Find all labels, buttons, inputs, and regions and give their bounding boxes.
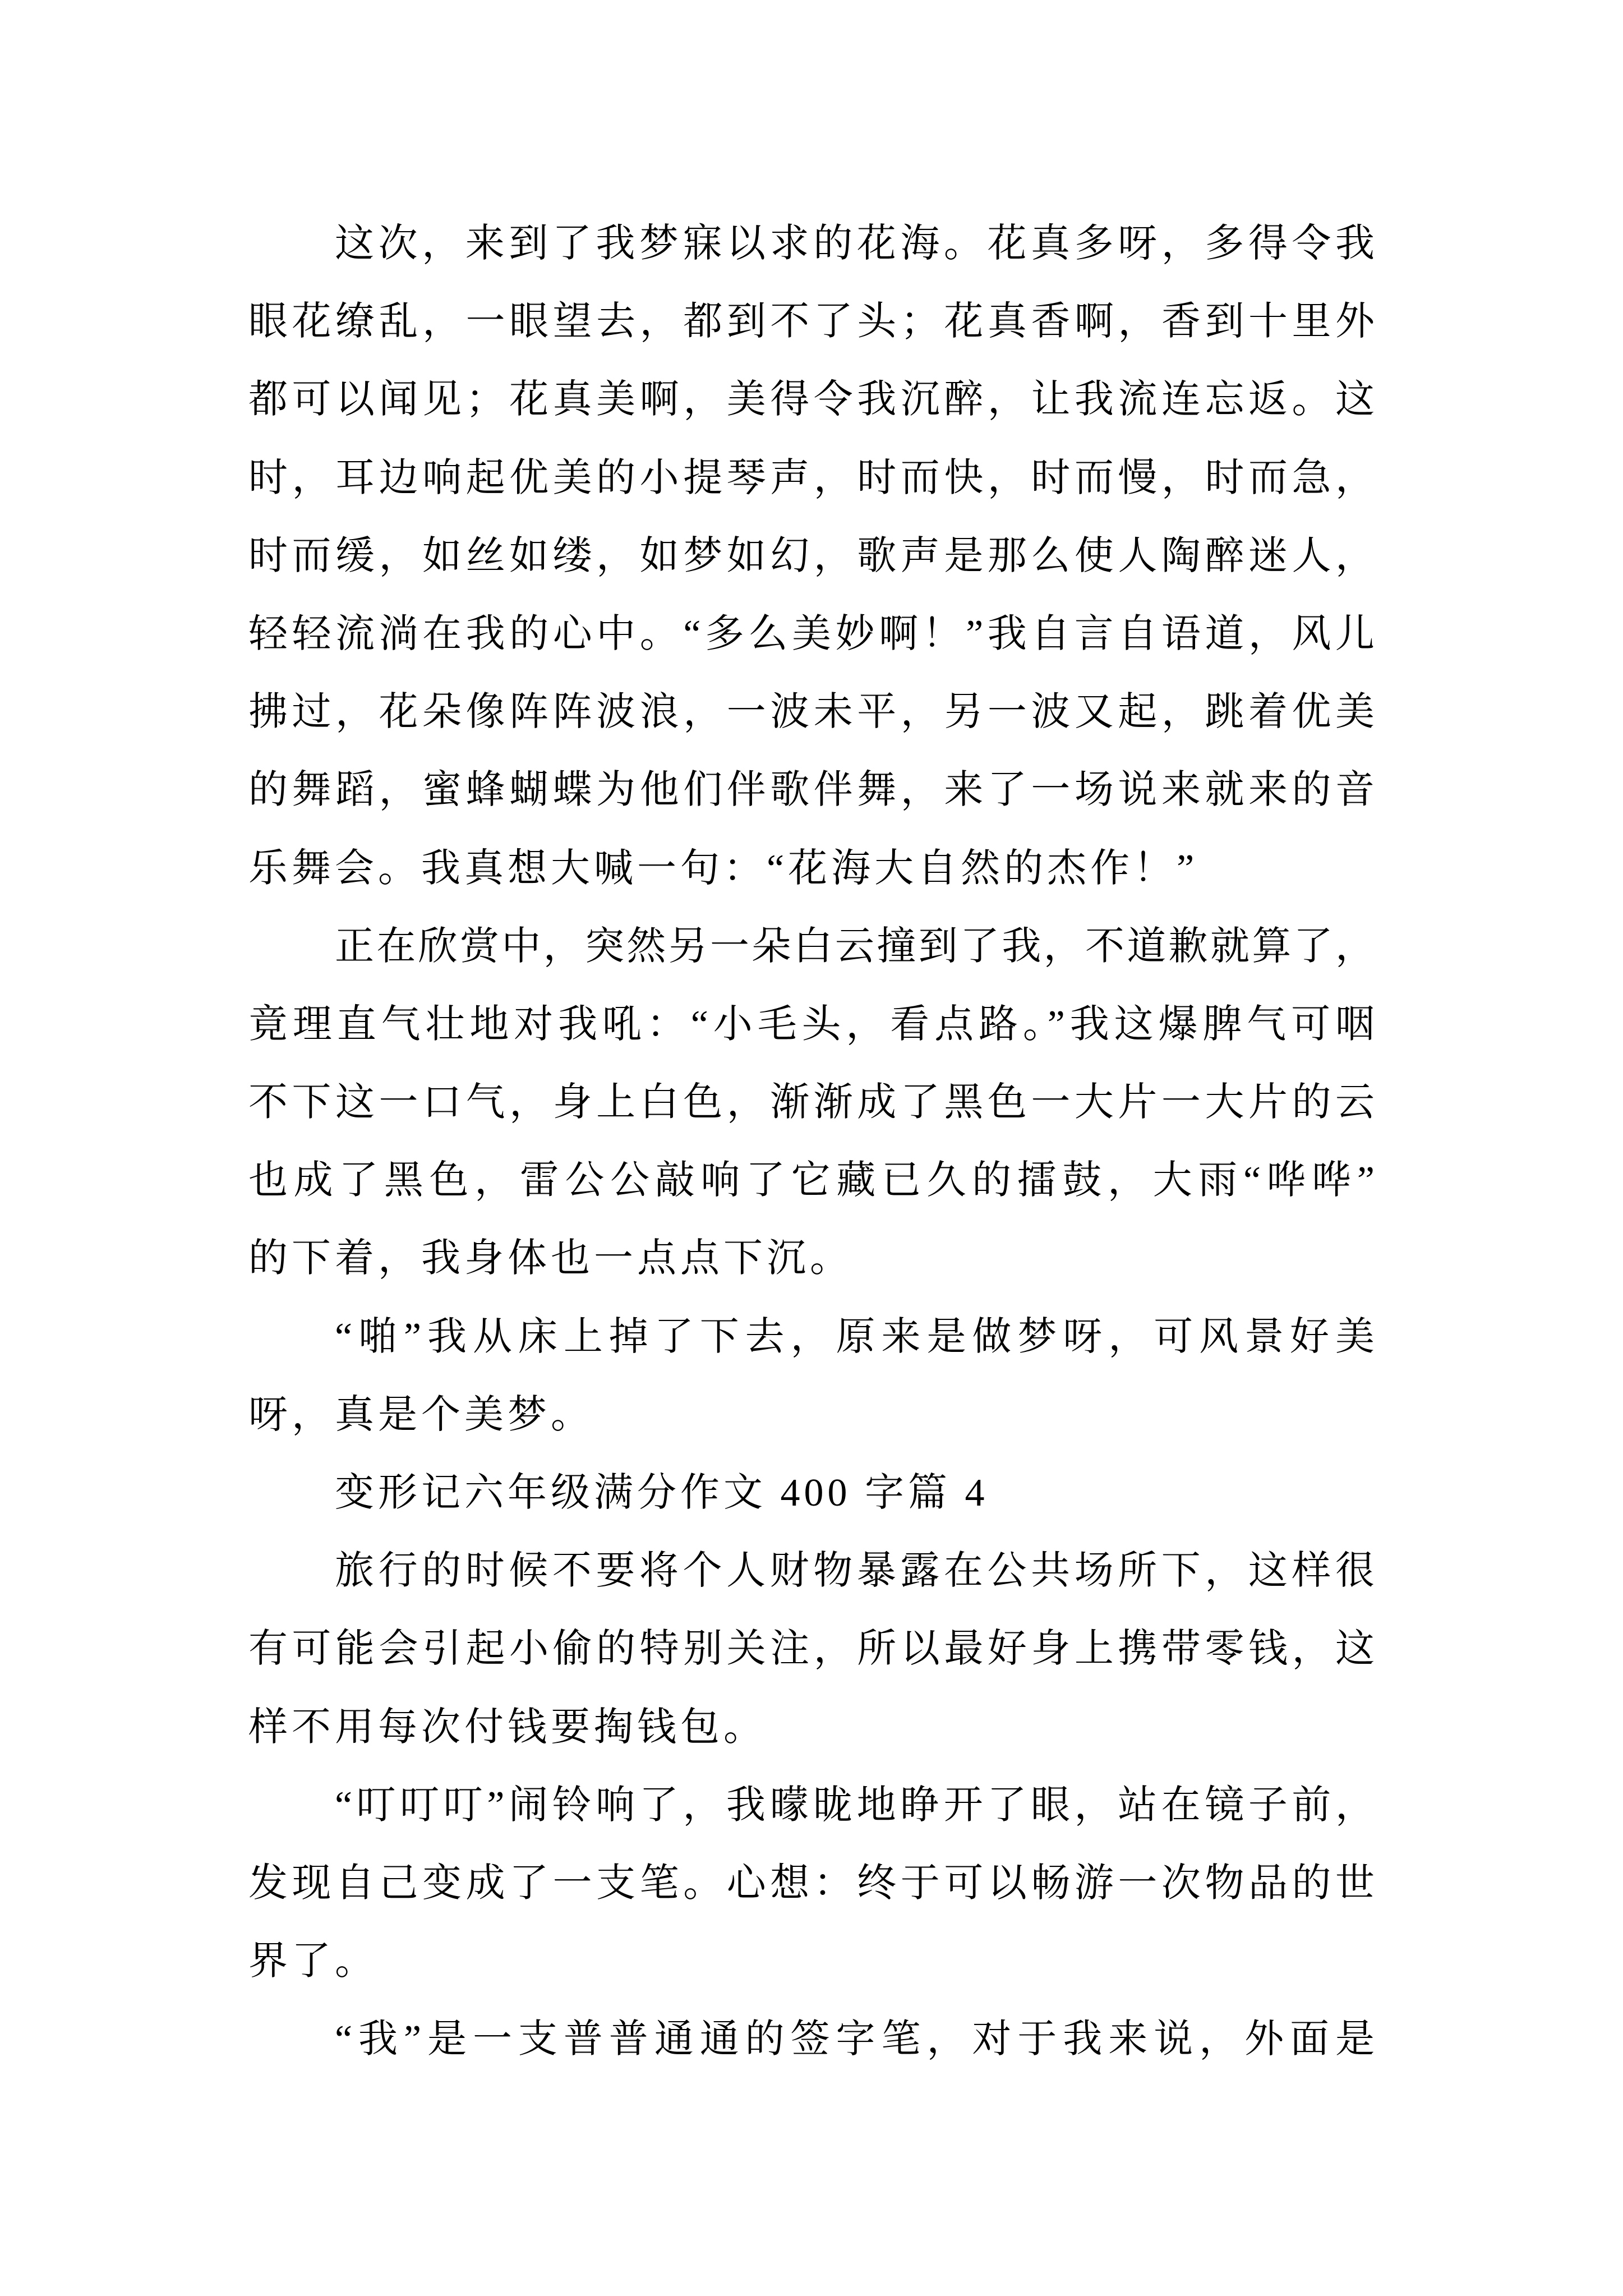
text-line: 时而缓，如丝如缕，如梦如幻，歌声是那么使人陶醉迷人，: [248, 534, 1375, 578]
text-line: 眼花缭乱，一眼望去，都到不了头；花真香啊，香到十里外: [248, 300, 1375, 344]
text-line: 的下着，我身体也一点点下沉。: [248, 1237, 853, 1281]
paragraph: [248, 2000, 1375, 2078]
paragraph: [248, 908, 1375, 1298]
text-line: 也成了黑色，雷公公敲响了它藏已久的擂鼓，大雨“哗哗”: [248, 1159, 1375, 1203]
text-line: “啪”我从床上掉了下去，原来是做梦呀，可风景好美: [335, 1315, 1375, 1359]
text-line: 竟理直气壮地对我吼：“小毛头，看点路。”我这爆脾气可咽: [248, 1002, 1375, 1046]
text-line: 拂过，花朵像阵阵波浪，一波未平，另一波又起，跳着优美: [248, 691, 1375, 734]
text-line: “叮叮叮”闹铃响了，我曚昽地睁开了眼，站在镜子前，: [335, 1783, 1375, 1827]
paragraph: [248, 1766, 1375, 2001]
text-line: 乐舞会。我真想大喊一句：“花海大自然的杰作！”: [248, 846, 1198, 890]
text-line: 都可以闻见；花真美啊，美得令我沉醉，让我流连忘返。这: [248, 378, 1375, 422]
text-line: 旅行的时候不要将个人财物暴露在公共场所下，这样很: [335, 1549, 1375, 1593]
text-line: 这次，来到了我梦寐以求的花海。花真多呀，多得令我: [335, 222, 1375, 265]
document-body: [248, 205, 1375, 2079]
paragraph: [248, 205, 1375, 908]
text-line: 界了。: [248, 1940, 378, 1984]
section-heading: 变形记六年级满分作文 400 字篇 4: [335, 1471, 989, 1515]
text-line: 呀，真是个美梦。: [248, 1393, 594, 1437]
paragraph: [248, 1532, 1375, 1766]
paragraph: [248, 1298, 1375, 1454]
text-line: 有可能会引起小偷的特别关注，所以最好身上携带零钱，这: [248, 1627, 1375, 1671]
text-line: 不下这一口气，身上白色，渐渐成了黑色一大片一大片的云: [248, 1081, 1375, 1125]
text-line: 轻轻流淌在我的心中。“多么美妙啊！”我自言自语道，风儿: [248, 612, 1375, 656]
text-line: 发现自己变成了一支笔。心想：终于可以畅游一次物品的世: [248, 1861, 1375, 1905]
text-line: 样不用每次付钱要掏钱包。: [248, 1705, 767, 1749]
text-line: 正在欣赏中，突然另一朵白云撞到了我，不道歉就算了，: [335, 924, 1375, 968]
text-line: 的舞蹈，蜜蜂蝴蝶为他们伴歌伴舞，来了一场说来就来的音: [248, 769, 1375, 812]
text-line: “我”是一支普普通通的签字笔，对于我来说，外面是: [335, 2018, 1375, 2062]
text-line: 时，耳边响起优美的小提琴声，时而快，时而慢，时而急，: [248, 456, 1375, 500]
